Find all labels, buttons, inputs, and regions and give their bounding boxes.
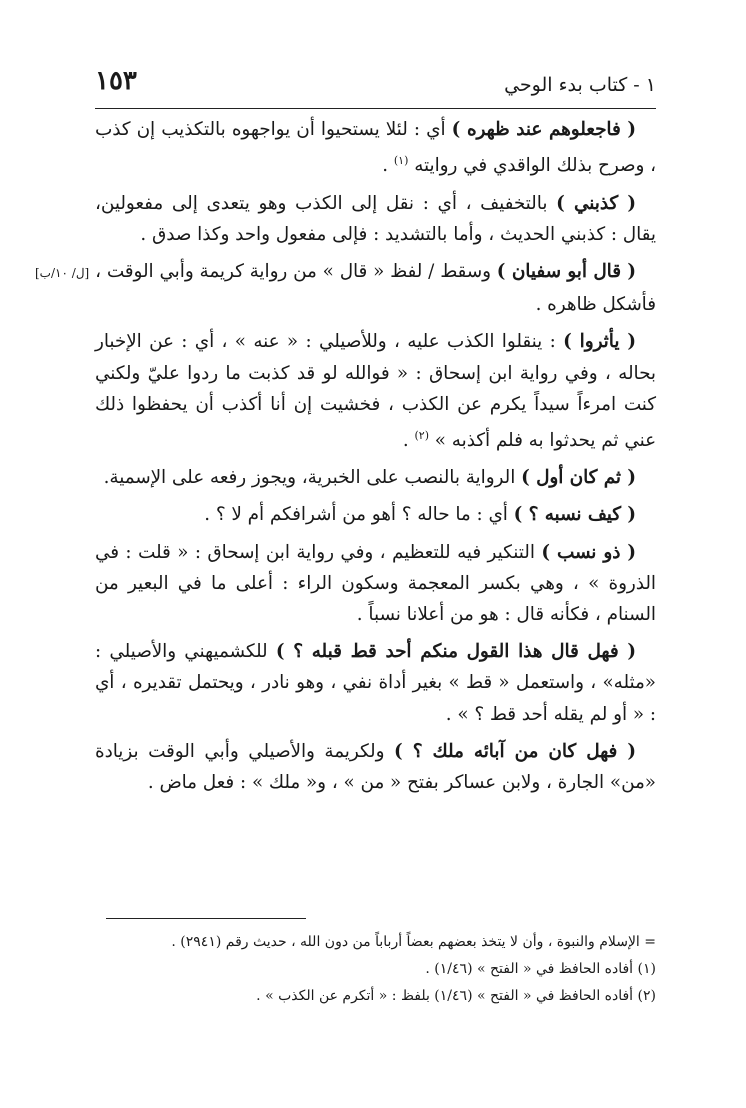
paragraph (95, 499, 656, 530)
paragraph-tail: . (402, 430, 415, 452)
keyword: ( فهل كان من آبائه ملك ؟ ) (394, 740, 636, 762)
paragraph-tail: فأشكل ظاهره . (535, 294, 656, 316)
body-text (35, 114, 656, 804)
paragraph-text: وسقط / لفظ « قال » من رواية كريمة وأبي الوقت ، (89, 260, 497, 282)
header-rule (95, 108, 656, 109)
running-title: ١ - كتاب بدء الوحي (504, 74, 656, 96)
keyword: ( قال أبو سفيان ) (496, 260, 636, 282)
footnote: = الإسلام والنبوة ، وأن لا يتخذ بعضهم بعضاً أرباباً من دون الله ، حديث رقم (٢٩٤١) . (171, 934, 656, 950)
paragraph-text: التنكير فيه للتعظيم ، وفي رواية ابن إسحاق : « قلت : في الذروة » ، وهي بكسر المعجمة وسكون الراء : أعلى ما في البعير من السنام ، فكأنه قال : هو من أعلانا نسباً . (95, 541, 656, 626)
keyword: ( ثم كان أول ) (521, 467, 636, 489)
paragraph (95, 188, 656, 250)
paragraph (95, 537, 656, 631)
manuscript-marker: [ل/ ١٠/ب] (35, 265, 90, 280)
keyword: ( فاجعلوهم عند ظهره ) (451, 119, 637, 140)
keyword: ( كيف نسبه ؟ ) (513, 504, 636, 526)
paragraph-text: ولكريمة والأصيلي وأبي الوقت بزيادة «من» الجارة ، ولابن عساكر بفتح « من » ، و« ملك » : فعل ماض . (95, 740, 656, 794)
footnote-rule (106, 918, 306, 919)
paragraph-tail: . (382, 155, 394, 177)
keyword: ( فهل قال هذا القول منكم أحد قط قبله ؟ ) (275, 641, 636, 663)
paragraph (95, 326, 656, 456)
paragraph-text: الرواية بالنصب على الخبرية، ويجوز رفعه على الإسمية. (103, 467, 522, 489)
paragraph (35, 256, 656, 320)
paragraph-text: أي : لئلا يستحيوا أن يواجهوه بالتكذيب إن كذب ، وصرح بذلك الواقدي في روايته (95, 119, 656, 177)
footnote: (٢) أفاده الحافظ في « الفتح » (١/٤٦) بلفظ : « أتكرم عن الكذب » . (256, 988, 656, 1004)
paragraph (95, 462, 656, 493)
paragraph-text: بالتخفيف ، أي : نقل إلى الكذب وهو يتعدى إلى مفعولين، يقال : كذبني الحديث ، وأما بالتشديد : فإلى مفعول واحد وكذا صدق . (95, 192, 656, 245)
footnote-ref: (١) (393, 154, 409, 168)
keyword: ( كذبني ) (556, 192, 636, 214)
paragraph (95, 636, 656, 730)
footnote-ref: (٢) (414, 428, 429, 442)
paragraph (95, 114, 656, 182)
page-header (95, 66, 656, 106)
footnote: (١) أفاده الحافظ في « الفتح » (١/٤٦) . (425, 961, 656, 977)
keyword: ( يأثروا ) (563, 331, 636, 353)
paragraph-text: : ينقلوا الكذب عليه ، وللأصيلي : « عنه » ، أي : عن الإخبار بحاله ، وفي رواية ابن إسحاق : « فوالله لو قد كذبت ما ردوا عليّ ولكني كنت امرءاً سيداً يكرم عن الكذب ، فخشيت إن أنا أكذب أن يحفظوا ذلك عني ثم يحدثوا به فلم أكذبه » (95, 331, 656, 452)
paragraph (95, 736, 656, 798)
page-number: ١٥٣ (95, 66, 137, 96)
paragraph-text: أي : ما حاله ؟ أهو من أشرافكم أم لا ؟ . (204, 504, 514, 526)
footnotes (95, 929, 656, 1010)
paragraph-text: للكشميهني والأصيلي : «مثله» ، واستعمل « قط » بغير أداة نفي ، وهو نادر ، ويحتمل تقديره ، أي : « أو لم يقله أحد قط ؟ » . (95, 641, 656, 725)
keyword: ( ذو نسب ) (541, 541, 636, 563)
